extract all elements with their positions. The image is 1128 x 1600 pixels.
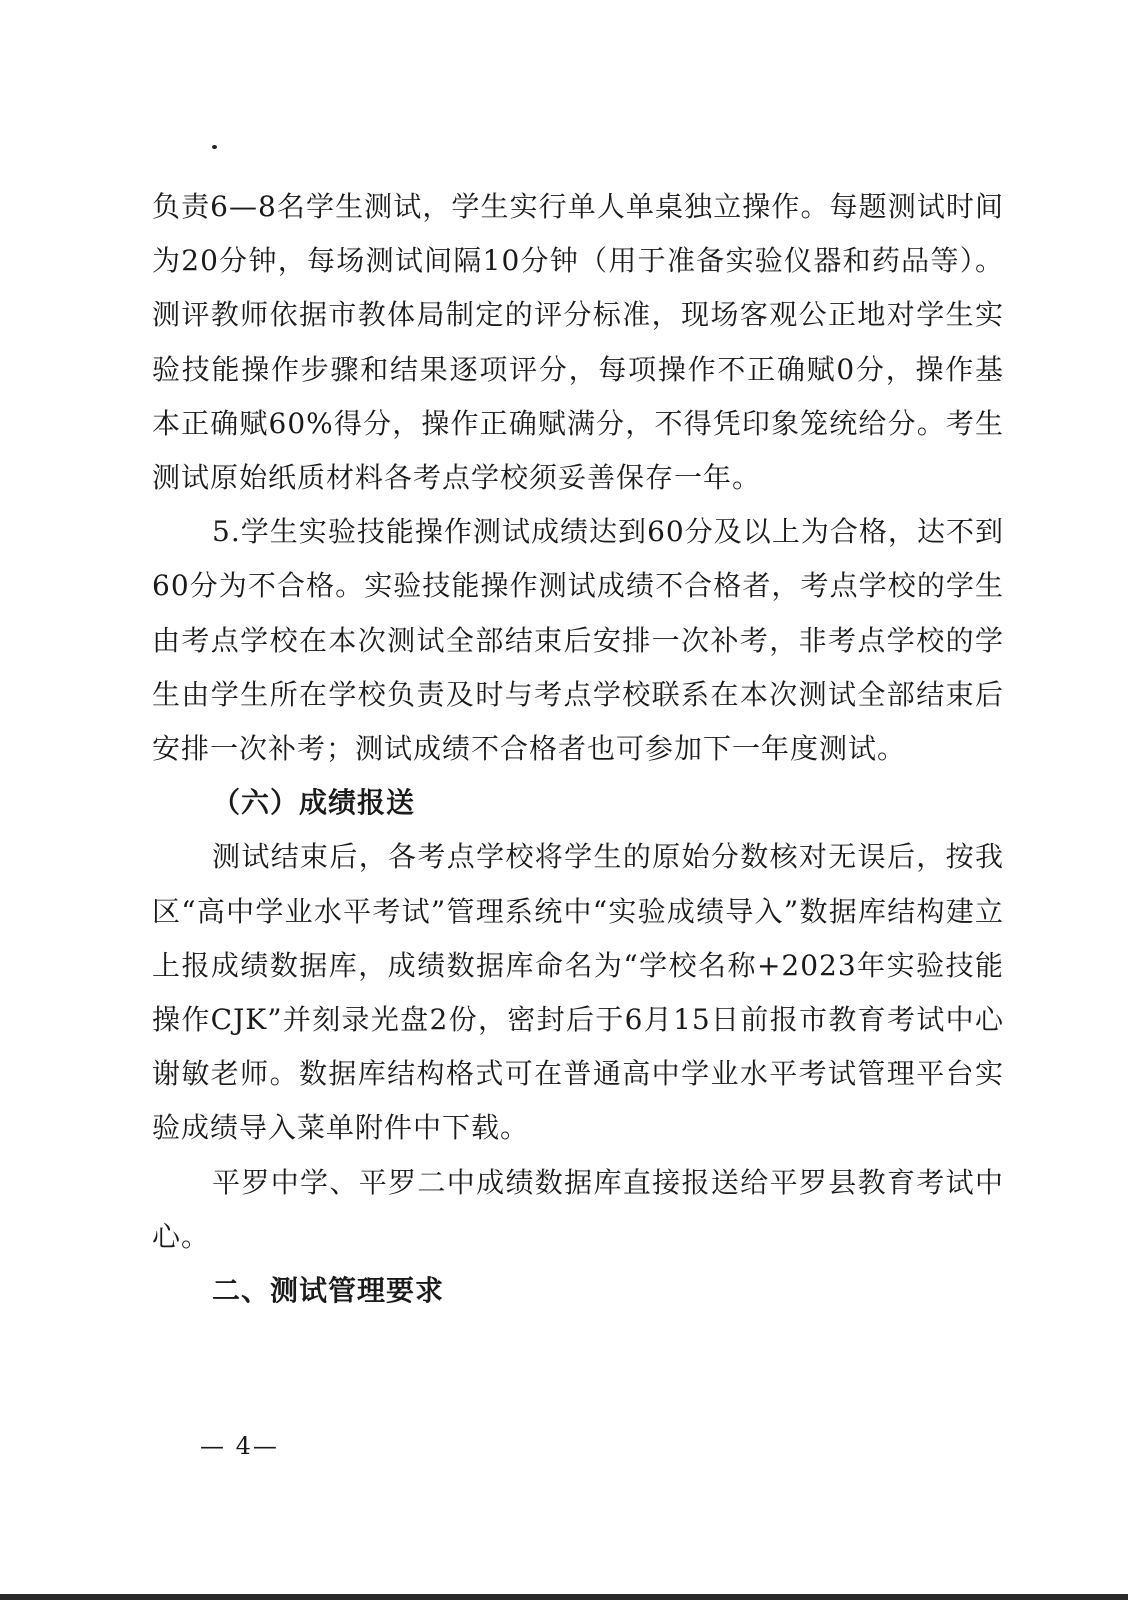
document-body	[152, 180, 1004, 1318]
section-heading-test-management: 二、测试管理要求	[212, 1274, 445, 1308]
paragraph-pingluo-schools: 平罗中学、平罗二中成绩数据库直接报送给平罗县教育考试中心。	[152, 1165, 1004, 1253]
scan-edge	[0, 1594, 1128, 1600]
paragraph-pass-criteria: 5.学生实验技能操作测试成绩达到60分及以上为合格，达不到60分为不合格。实验技能操作测试成绩不合格者，考点学校的学生由考点学校在本次测试全部结束后安排一次补考，非考点学校的学生由学生所在学校负责及时与考点学校联系在本次测试全部结束后安排一次补考；测试成绩不合格者也可参加下一年度测试。	[152, 515, 1004, 766]
scan-speck	[212, 145, 217, 149]
section-heading-score-submission: （六）成绩报送	[212, 786, 416, 820]
paragraph-scoring: 负责6—8名学生测试，学生实行单人单桌独立操作。每题测试时间为20分钟，每场测试间隔10分钟（用于准备实验仪器和药品等）。测评教师依据市教体局制定的评分标准，现场客观公正地对学生实验技能操作步骤和结果逐项评分，每项操作不正确赋0分，操作基本正确赋60%得分，操作正确赋满分，不得凭印象笼统给分。考生测试原始纸质材料各考点学校须妥善保存一年。	[152, 190, 1004, 495]
page-number: — 4—	[200, 1432, 279, 1460]
paragraph-score-submission: 测试结束后，各考点学校将学生的原始分数核对无误后，按我区“高中学业水平考试”管理系统中“实验成绩导入”数据库结构建立上报成绩数据库，成绩数据库命名为“学校名称+2023年实验技能操作CJK”并刻录光盘2份，密封后于6月15日前报市教育考试中心谢敏老师。数据库结构格式可在普通高中学业水平考试管理平台实验成绩导入菜单附件中下载。	[152, 840, 1004, 1145]
